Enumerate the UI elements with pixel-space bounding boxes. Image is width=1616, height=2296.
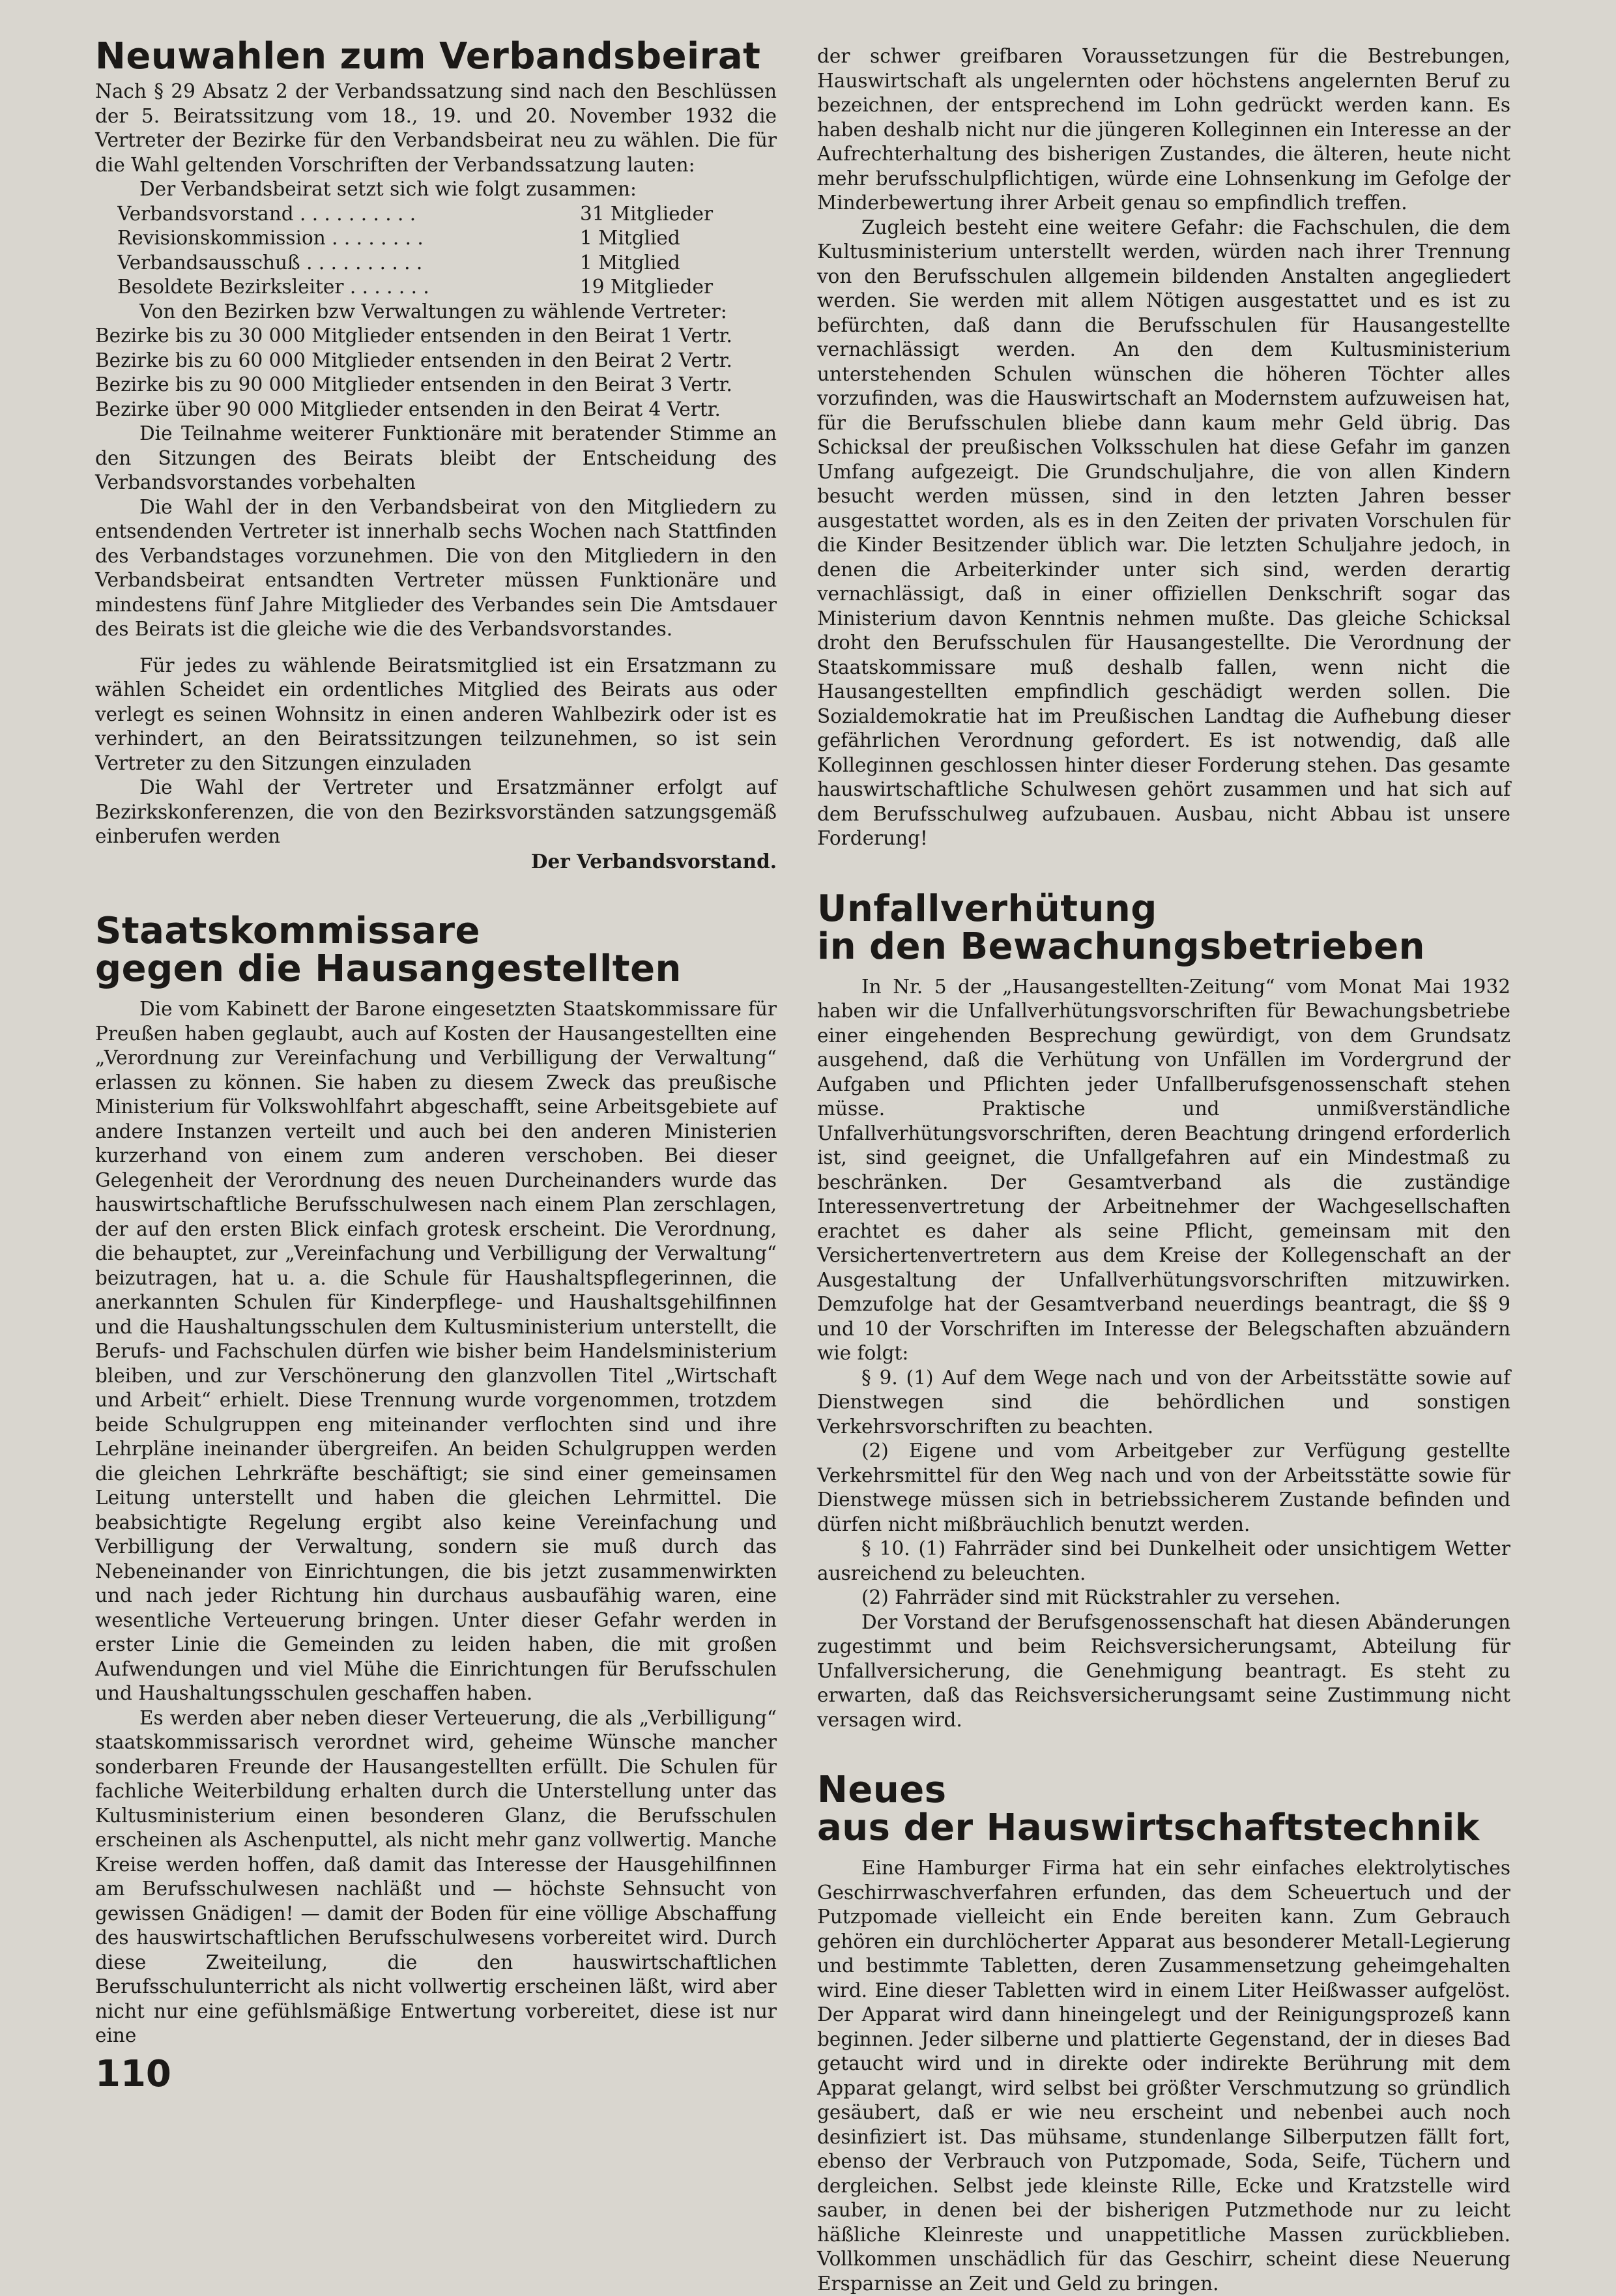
composition-list (117, 177, 736, 300)
paragraph: Zugleich besteht eine weitere Gefahr: die Fachschulen, die dem Kultusministerium unterstellt werden, würden nach ihrer Trennung von den Berufsschulen allgemein bildenden Anstalten angegliedert werden. Sie werden mit allem Nötigen ausgestattet und es ist zu befürchten, daß dann die Berufsschulen für Hausangestellte vernachlässigt werden. An den dem Kultusministerium unterstehenden Schulen wünschen die höheren Töchter alles vorzufinden, was die Hauswirtschaft an Modernstem aufzuweisen hat, für die Berufsschulen bliebe dann kaum mehr Geld übrig. Das Schicksal der preußischen Volksschulen hat diese Gefahr im ganzen Umfang aufgezeigt. Die Grundschuljahre, die von allen Kindern besucht werden müssen, sind in den letzten Jahren besser ausgestattet worden, als es in den Zeiten der privaten Vorschulen für die Kinder Besitzender üblich war. Die letzten Schuljahre jedoch, in denen die Arbeiterkinder unter sich sind, werden derartig vernachlässigt, daß in einer offiziellen Denkschrift sogar das Ministerium davon Kenntnis nehmen mußte. Das gleiche Schicksal droht den Berufsschulen für Hausangestellte. Die Verordnung der Staatskommissare muß deshalb fallen, wenn nicht die Hausangestellten empfindlich geschädigt werden sollen. Die Sozialdemokratie hat im Preußischen Landtag die Aufhebung dieser gefährlichen Verordnung gefordert. Es ist notwendig, daß alle Kolleginnen geschlossen hinter dieser Forderung stehen. Das gesamte hauswirtschaftliche Schulwesen gehört zusammen und hat sich auf dem Berufsschulweg aufzubauen. Ausbau, nicht Abbau ist unsere Forderung! (817, 216, 1510, 849)
signature: Der Verbandsvorstand. (530, 849, 777, 873)
distribution-row: Bezirke bis zu 90 000 Mitglieder entsenden in den Beirat 3 Vertr. (95, 373, 732, 396)
page-number: 110 (95, 2053, 171, 2095)
paragraph: § 10. (1) Fahrräder sind bei Dunkelheit oder unsichtigem Wetter ausreichend zu beleuchten. (817, 1537, 1510, 1584)
paragraph: Es werden aber neben dieser Verteuerung, die als „Verbilligung“ staatskommissarisch verordnet wird, geheime Wünsche mancher sonderbaren Freunde der Hausangestellten erfüllt. Die Schulen für fachliche Weiterbildung erhalten durch die Unterstellung unter das Kultusministerium einen besonderen Glanz, die Berufsschulen erscheinen als Aschenputtel, als nicht mehr ganz vollwertig. Manche Kreise werden hoffen, daß damit das Interesse der Hausgehilfinnen am Berufsschulwesen nachläßt und — höchste Sehnsucht von gewissen Gnädigen! — damit der Boden für eine völlige Abschaffung des hauswirtschaftlichen Berufsschulwesens vorbereitet wird. Durch diese Zweiteilung, die den hauswirtschaftlichen Berufsschulunterricht als nicht vollwertig erscheinen läßt, wird aber nicht nur eine gefühlsmäßige Entwertung vorbereitet, diese ist nur eine (95, 1706, 777, 2046)
article-continuation (817, 44, 1510, 851)
composition-row: Revisionskommission . . . . . . . . 1 Mitglied (117, 227, 680, 249)
distribution-intro: Von den Bezirken bzw Verwaltungen zu wählende Vertreter: (139, 300, 727, 323)
paragraph: Die Wahl der Vertreter und Ersatzmänner erfolgt auf Bezirkskonferenzen, die von den Bezirksvorständen satzungsgemäß einberufen werden (95, 776, 777, 847)
distribution-list (95, 300, 777, 422)
paragraph: Die Teilnahme weiterer Funktionäre mit beratender Stimme an den Sitzungen des Beirats bleibt der Entscheidung des Verbandsvorstandes vorbehalten (95, 422, 777, 493)
paragraph: (2) Fahrräder sind mit Rückstrahler zu versehen. (861, 1586, 1341, 1608)
composition-row: Besoldete Bezirksleiter . . . . . . . 19 Mitglieder (117, 276, 714, 298)
composition-row: Verbandsausschuß . . . . . . . . . . 1 Mitglied (117, 251, 680, 274)
paragraph: Der Vorstand der Berufsgenossenschaft hat diesen Abänderungen zugestimmt und beim Reichsversicherungsamt, Abteilung für Unfallversicherung, die Genehmigung beantragt. Es steht zu erwarten, daß das Reichsversicherungsamt seine Zustimmung nicht versagen wird. (817, 1610, 1510, 1731)
paragraph: der schwer greifbaren Voraussetzungen für die Bestrebungen, Hauswirtschaft als ungelernten oder höchstens angelernten Beruf zu bezeichnen, der entsprechend im Lohn gedrückt werden kann. Es haben deshalb nicht nur die jüngeren Kolleginnen ein Interesse an der Aufrechterhaltung des bisherigen Zustandes, die älteren, heute nicht mehr berufsschulpflichtigen, würde eine Lohnsenkung im Gefolge der Minderbewertung ihrer Arbeit genau so empfindlich treffen. (817, 45, 1510, 214)
composition-row: Verbandsvorstand . . . . . . . . . . 31 Mitglieder (117, 202, 714, 225)
article-title: Neues aus der Hauswirtschaftstechnik (817, 1769, 1480, 1849)
paragraph: (2) Eigene und vom Arbeitgeber zur Verfügung gestellte Verkehrsmittel für den Weg nach und von der Arbeitsstätte sowie für Dienstwege müssen sich in betriebssicherem Zustande befinden und dürfen nicht mißbräuchlich benutzt werden. (817, 1440, 1510, 1535)
article-unfallverhuetung (817, 887, 1510, 1733)
article-title: Staatskommissare gegen die Hausangestellten (95, 910, 682, 990)
paragraph: Nach § 29 Absatz 2 der Verbandssatzung sind nach den Beschlüssen der 5. Beiratssitzung vom 18., 19. und 20. November 1932 die Vertreter der Bezirke für den Verbandsbeirat neu zu wählen. Die für die Wahl geltenden Vorschriften der Verbandssatzung lauten: (95, 80, 777, 176)
distribution-row: Bezirke bis zu 60 000 Mitglieder entsenden in den Beirat 2 Vertr. (95, 349, 732, 371)
composition-intro: Der Verbandsbeirat setzt sich wie folgt zusammen: (139, 178, 637, 200)
paragraph: Eine Hamburger Firma hat ein sehr einfaches elektrolytisches Geschirrwaschverfahren erfunden, das dem Scheuertuch und der Putzpomade vielleicht ein Ende bereiten kann. Zum Gebrauch gehören ein durchlöcherter Apparat aus besonderer Metall-Legierung und bestimmte Tabletten, deren Zusammensetzung geheimgehalten wird. Eine dieser Tabletten wird in einem Liter Heißwasser aufgelöst. Der Apparat wird dann hineingelegt und der Reinigungsprozeß kann beginnen. Jeder silberne und plattierte Gegenstand, der in dieses Bad getaucht wird und in direkte oder indirekte Berührung mit dem Apparat gelangt, wird selbst bei größter Verschmutzung so gründlich gesäubert, daß er wie neu erscheint und nebenbei auch noch desinfiziert ist. Das mühsame, stundenlange Silberputzen fällt fort, ebenso der Verbrauch von Putzpomade, Soda, Seife, Tüchern und dergleichen. Selbst jede kleinste Rille, Ecke und Kratzstelle wird sauber, in denen bei der bisherigen Putzmethode nur zu leicht häßliche Kleinreste und unappetitliche Massen zurückblieben. Vollkommen unschädlich für das Geschirr, scheint diese Neuerung Ersparnisse an Zeit und Geld zu bringen. (817, 1857, 1510, 2295)
paragraph: § 9. (1) Auf dem Wege nach und von der Arbeitsstätte sowie auf Dienstwegen sind die behördlichen und sonstigen Verkehrsvorschriften zu beachten. (817, 1366, 1510, 1438)
article-title: Neuwahlen zum Verbandsbeirat (95, 35, 761, 78)
left-column (95, 35, 777, 2048)
article-hauswirtschaftstechnik (817, 1771, 1510, 2296)
paragraph: In Nr. 5 der „Hausangestellten-Zeitung“ vom Monat Mai 1932 haben wir die Unfallverhütungsvorschriften für Bewachungsbetriebe einer eingehenden Besprechung gewürdigt, von dem Grundsatz ausgehend, daß die Verhütung von Unfällen im Vordergrund der Aufgaben und Pflichten jeder Unfallberufsgenossenschaft stehen müsse. Praktische und unmißverständliche Unfallverhütungsvorschriften, deren Beachtung dringend erforderlich ist, sind geeignet, die Unfallgefahren auf ein Mindestmaß zu beschränken. Der Gesamtverband als die zuständige Interessenvertretung der Arbeitnehmer der Wachgesellschaften erachtet es daher als seine Pflicht, gemeinsam mit den Versichertenvertretern aus dem Kreise der Kollegenschaft an der Ausgestaltung der Unfallverhütungsvorschriften mitzuwirken. Demzufolge hat der Gesamtverband neuerdings beantragt, die §§ 9 und 10 der Vorschriften im Interesse der Belegschaften abzuändern wie folgt: (817, 975, 1510, 1364)
article-title: Unfallverhütung in den Bewachungsbetrieben (817, 887, 1425, 968)
paragraph: Die vom Kabinett der Barone eingesetzten Staatskommissare für Preußen haben geglaubt, auch auf Kosten der Hausangestellten eine „Verordnung zur Vereinfachung und Verbilligung der Verwaltung“ erlassen zu können. Sie haben zu diesem Zweck das preußische Ministerium für Volkswohlfahrt abgeschafft, seine Arbeitsgebiete auf andere Instanzen verteilt und auch bei den anderen Ministerien kurzerhand von einem zum anderen verschoben. Bei dieser Gelegenheit der Verordnung des neuen Durcheinanders wurde das hauswirtschaftliche Berufsschulwesen nach einem Plan zerschlagen, der auf den ersten Blick einfach grotesk erscheint. Die Verordnung, die behauptet, zur „Vereinfachung und Verbilligung der Verwaltung“ beizutragen, hat u. a. die Schule für Haushaltspflegerinnen, die anerkannten Schulen für Kinderpflege- und Haushaltsgehilfinnen und die Haushaltungsschulen dem Kultusministerium unterstellt, die Berufs- und Fachschulen dürfen wie bisher beim Handelsministerium bleiben, und zur Verschönerung den glanzvollen Titel „Wirtschaft und Arbeit“ erhielt. Diese Trennung wurde vorgenommen, trotzdem beide Schulgruppen eng miteinander verflochten sind und ihre Lehrpläne ineinander übergreifen. An beiden Schulgruppen werden die gleichen Lehrkräfte beschäftigt; sie sind einer gemeinsamen Leitung unterstellt und haben die gleichen Lehrmittel. Die beabsichtigte Regelung ergibt also keine Vereinfachung und Verbilligung der Verwaltung, sondern sie muß durch das Nebeneinander von Einrichtungen, die bis jetzt zusammenwirkten und nach jeder Richtung hin durchaus ausbaufähig waren, eine wesentliche Verteuerung bringen. Unter dieser Gefahr werden in erster Linie die Gemeinden zu leiden haben, die mit großen Aufwendungen und viel Mühe die Einrichtungen für Berufsschulen und Haushaltungsschulen geschaffen haben. (95, 998, 777, 1704)
paragraph: Die Wahl der in den Verbandsbeirat von den Mitgliedern zu entsendenden Vertreter ist innerhalb sechs Wochen nach Stattfinden des Verbandstages vorzunehmen. Die von den Mitgliedern in den Verbandsbeirat entsandten Vertreter müssen Funktionäre und mindestens fünf Jahre Mitglieder des Verbandes sein Die Amtsdauer des Beirats ist die gleiche wie die des Verbandsvorstandes. (95, 495, 777, 640)
article-staatskommissare (95, 912, 777, 2048)
distribution-row: Bezirke über 90 000 Mitglieder entsenden in den Beirat 4 Vertr. (95, 398, 721, 420)
article-neuwahlen (95, 35, 777, 873)
paragraph: Für jedes zu wählende Beiratsmitglied ist ein Ersatzmann zu wählen Scheidet ein ordentliches Mitglied des Beirats aus oder verlegt es seinen Wohnsitz in einen anderen Wahlbezirk oder ist es verhindert, an den Beiratssitzungen teilzunehmen, so ist sein Vertreter zu den Sitzungen einzuladen (95, 654, 777, 774)
distribution-row: Bezirke bis zu 30 000 Mitglieder entsenden in den Beirat 1 Vertr. (95, 325, 732, 347)
right-column (817, 44, 1510, 2296)
